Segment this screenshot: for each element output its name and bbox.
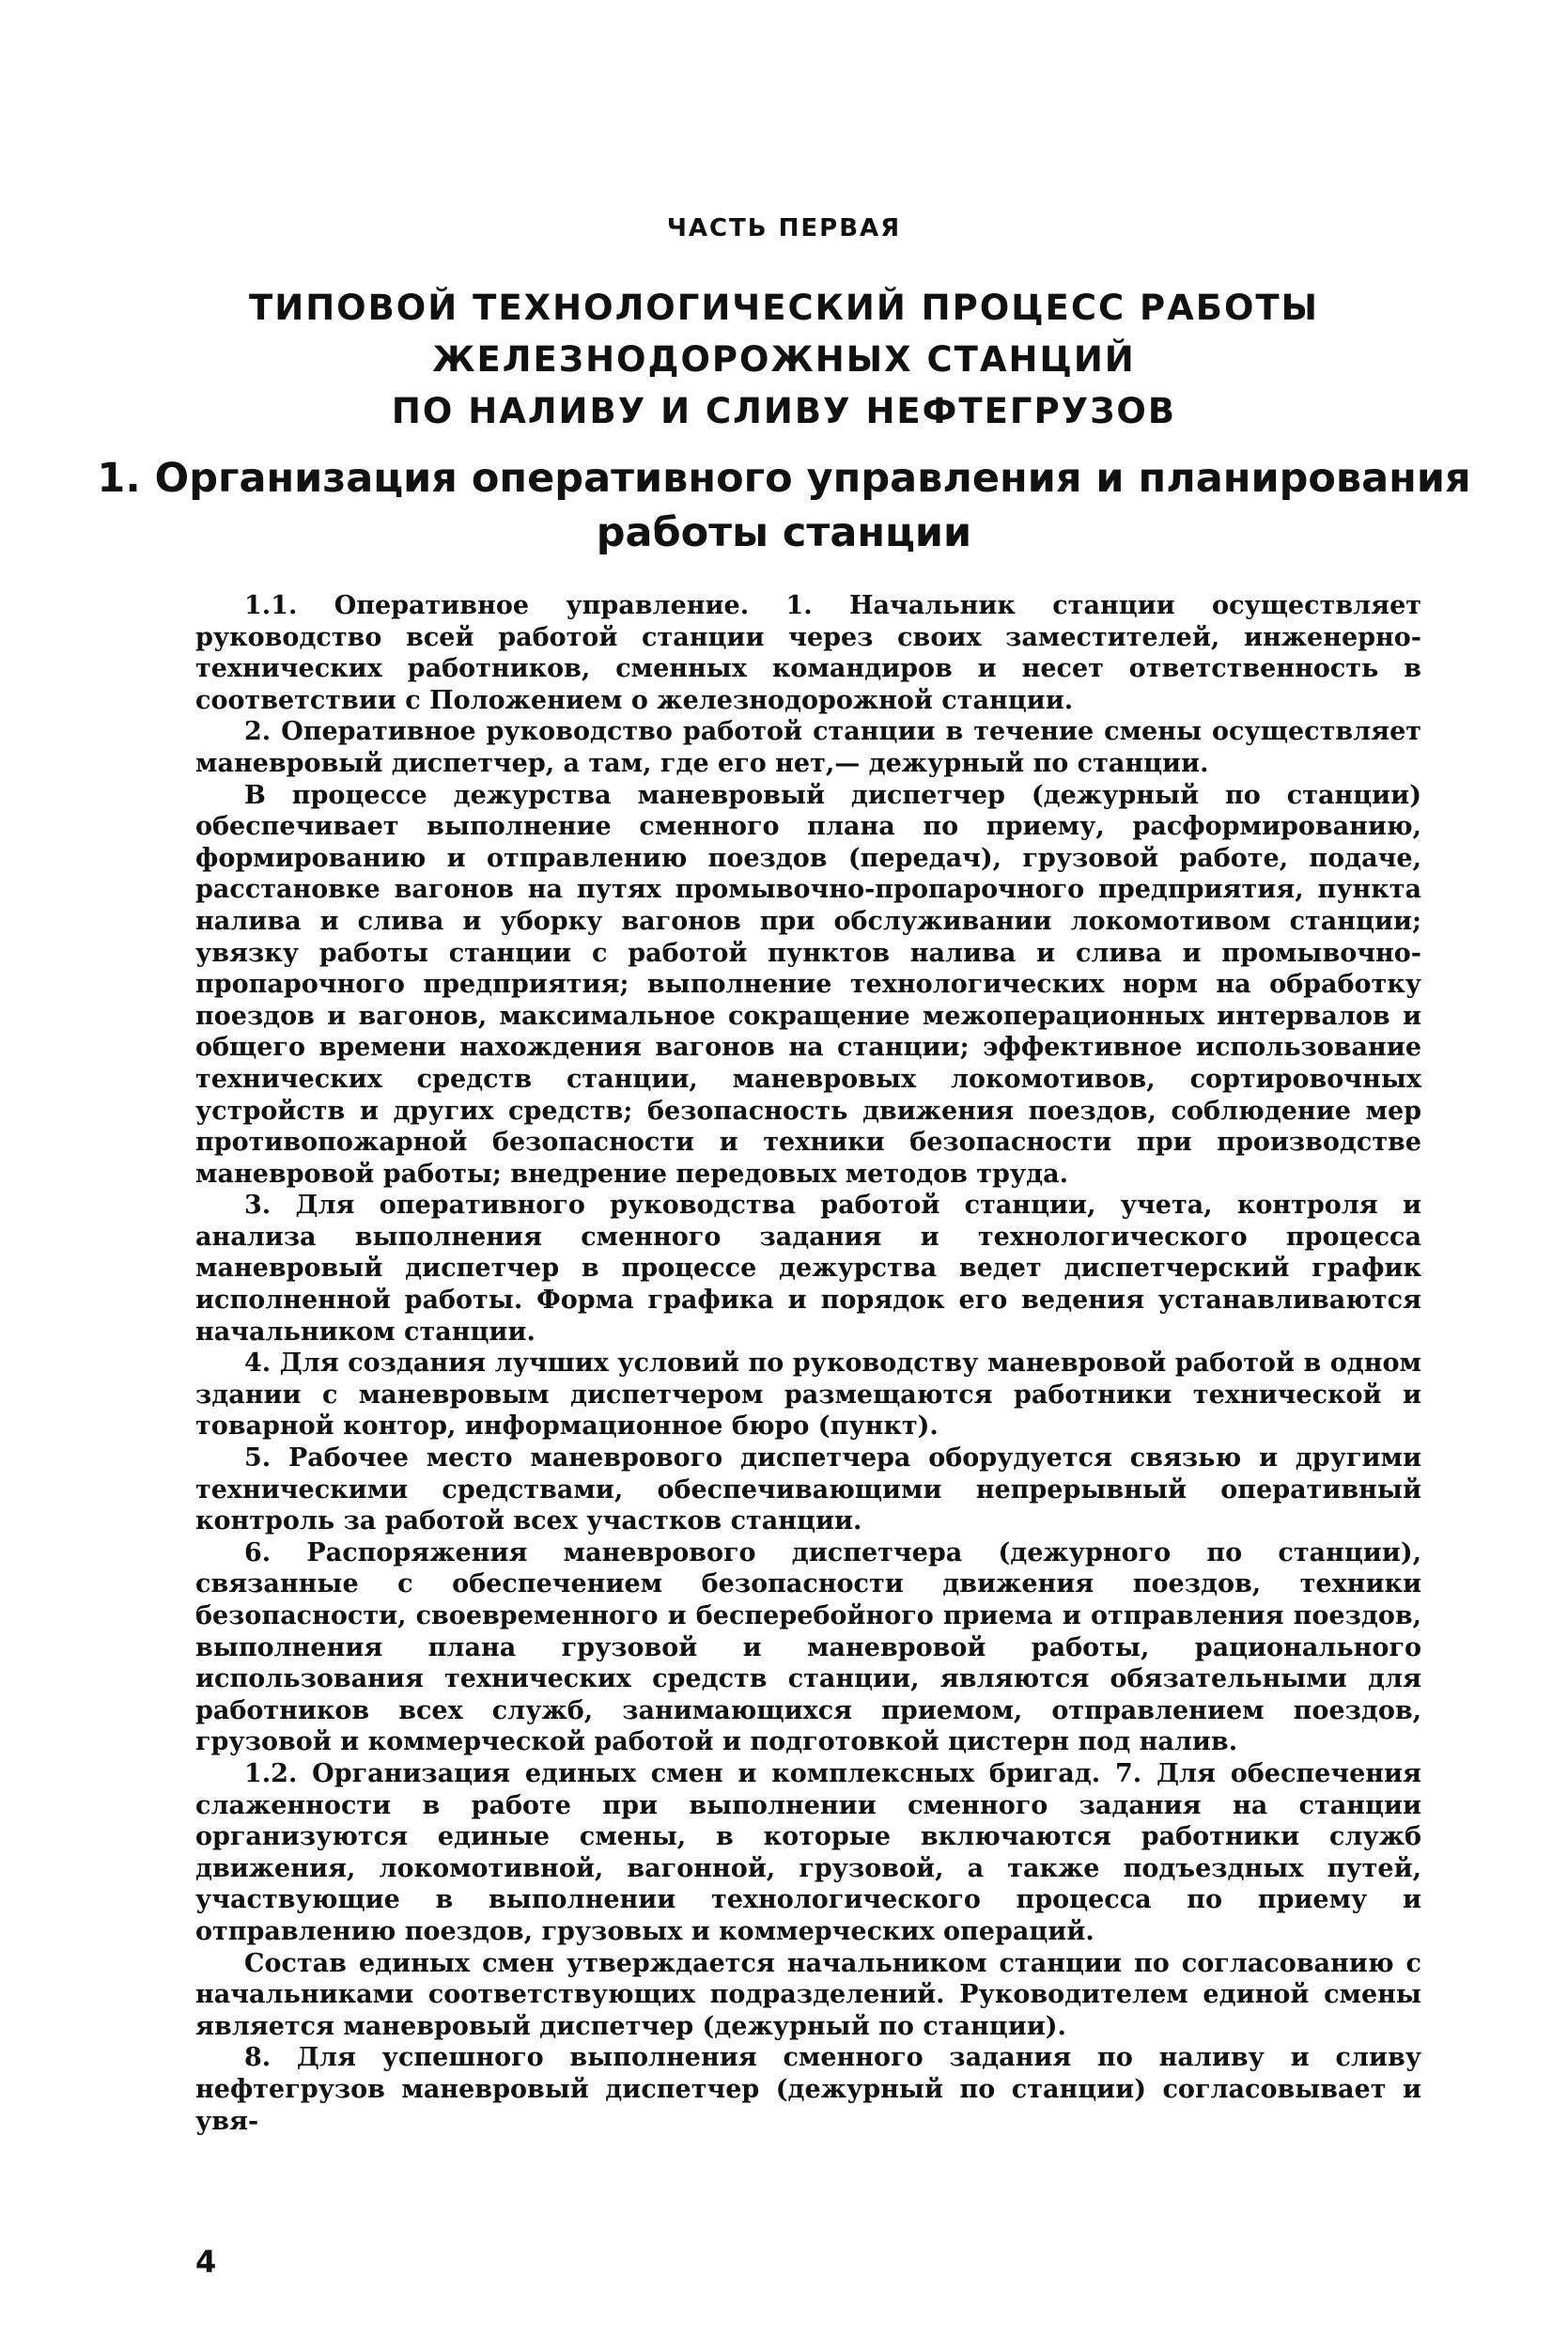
document-title xyxy=(0,282,1568,437)
paragraph xyxy=(195,716,1421,779)
paragraph-text: 4. Для создания лучших условий по руководству маневровой работой в одном здании с маневровым диспетчером размещаются работники технической и товарной контор, информационное бюро (пункт). xyxy=(195,1349,1421,1442)
paragraph xyxy=(195,590,1421,716)
paragraph xyxy=(195,1537,1421,1758)
part-heading: ЧАСТЬ ПЕРВАЯ xyxy=(666,214,902,242)
paragraph-text: 2. Оперативное руководство работой станции в течение смены осуществляет маневровый диспетчер, а там, где его нет,— дежурный по станции. xyxy=(195,717,1421,778)
paragraph xyxy=(195,780,1421,1191)
page-number: 4 xyxy=(195,2244,217,2280)
paragraph xyxy=(195,2042,1421,2137)
paragraph xyxy=(195,1758,1421,1948)
paragraph-text: 1. Начальник станции осуществляет руководство всей работой станции через своих заместителей, инженерно-технических работников, сменных командиров и несет ответственность в соответствии с Положением о железнодорожной станции. xyxy=(195,591,1422,715)
section-title-line: работы станции xyxy=(596,509,972,556)
paragraph-text: 8. Для успешного выполнения сменного задания по наливу и сливу нефтегрузов маневровый диспетчер (дежурный по станции) согласовывает и увя- xyxy=(195,2043,1421,2136)
paragraph-text: В процессе дежурства маневровый диспетчер (дежурный по станции) обеспечивает выполнение сменного плана по приему, расформированию, формированию и отправлению поездов (передач), грузовой работе, подаче, расстановке вагонов на путях промывочно-пропарочного предприятия, пункта налива и слива и уборку вагонов при обслуживании локомотивом станции; увязку работы станции с работой пунктов налива и слива и промывочно-пропарочного предприятия; выполнение технологических норм на обработку поездов и вагонов, максимальное сокращение межоперационных интервалов и общего времени нахождения вагонов на станции; эффективное использование технических средств станции, маневровых локомотивов, сортировочных устройств и других средств; безопасность движения поездов, соблюдение мер противопожарной безопасности и техники безопасности при производстве маневровой работы; внедрение передовых методов труда. xyxy=(195,780,1421,1189)
section-title-line: 1. Организация оперативного управления и планирования xyxy=(97,455,1471,502)
section-title xyxy=(0,451,1568,560)
subsection-heading: 1.2. Организация единых смен и комплексных бригад. xyxy=(244,1758,1101,1788)
body-text xyxy=(195,590,1421,2137)
paragraph xyxy=(195,1948,1421,2043)
title-line: ТИПОВОЙ ТЕХНОЛОГИЧЕСКИЙ ПРОЦЕСС РАБОТЫ xyxy=(248,288,1319,328)
paragraph xyxy=(195,1348,1421,1442)
paragraph xyxy=(195,1442,1421,1537)
paragraph-text: Состав единых смен утверждается начальником станции по согласованию с начальниками соответствующих подразделений. Руководителем единой смены является маневровый диспетчер (дежурный по станции). xyxy=(195,1948,1421,2041)
paragraph-text: 3. Для оперативного руководства работой станции, учета, контроля и анализа выполнения сменного задания и технологического процесса маневровый диспетчер в процессе дежурства ведет диспетчерский график исполненной работы. Форма графика и порядок его ведения устанавливаются начальником станции. xyxy=(195,1191,1421,1347)
paragraph-text: 7. Для обеспечения слаженности в работе при выполнении сменного задания на станции организуются единые смены, в которые включаются работники служб движения, локомотивной, вагонной, грузовой, а также подъездных путей, участвующие в выполнении технологического процесса по приему и отправлению поездов, грузовых и коммерческих операций. xyxy=(195,1758,1421,1946)
title-line: ПО НАЛИВУ И СЛИВУ НЕФТЕГРУЗОВ xyxy=(391,391,1177,431)
title-line: ЖЕЛЕЗНОДОРОЖНЫХ СТАНЦИЙ xyxy=(432,339,1136,380)
subsection-heading: 1.1. Оперативное управление. xyxy=(244,591,750,620)
paragraph-text: 5. Рабочее место маневрового диспетчера оборудуется связью и другими техническими средствами, обеспечивающими непрерывный оперативный контроль за работой всех участков станции. xyxy=(195,1443,1421,1536)
paragraph xyxy=(195,1190,1421,1348)
paragraph-text: 6. Распоряжения маневрового диспетчера (дежурного по станции), связанные с обеспечением безопасности движения поездов, техники безопасности, своевременного и бесперебойного приема и отправления поездов, выполнения плана грузовой и маневровой работы, рационального использования технических средств станции, являются обязательными для работников всех служб, занимающихся приемом, отправлением поездов, грузовой и коммерческой работой и подготовкой цистерн под налив. xyxy=(195,1537,1421,1757)
